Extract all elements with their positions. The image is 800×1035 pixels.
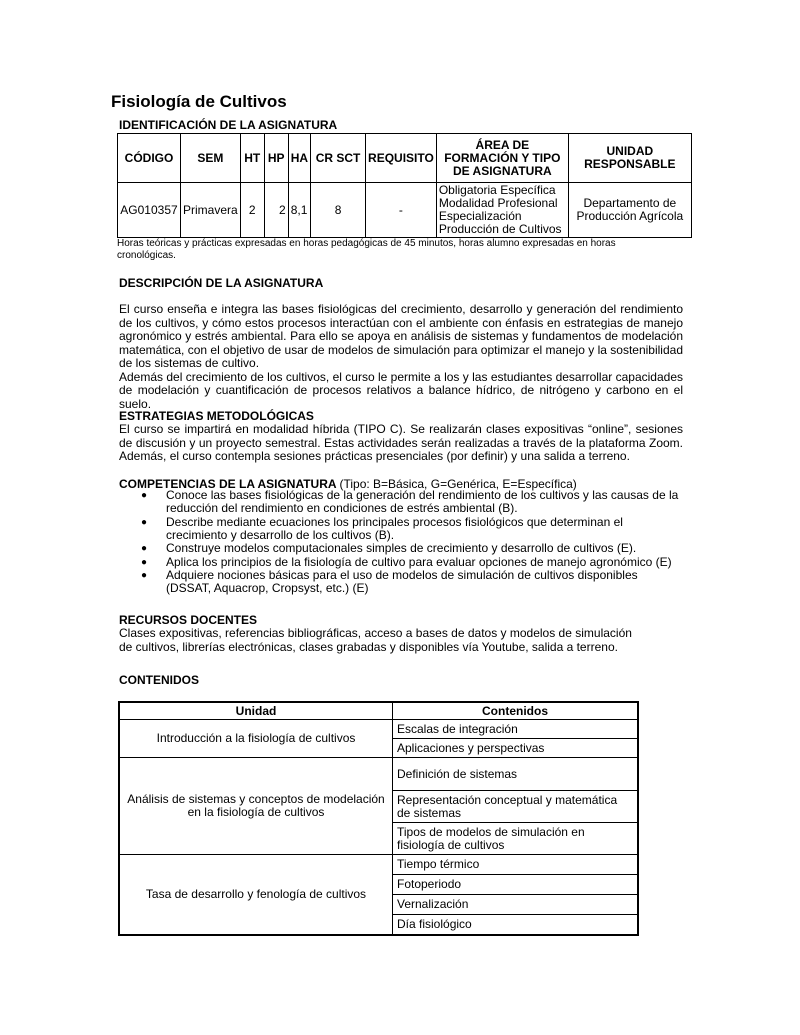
competencia-text: Describe mediante ecuaciones los principales procesos fisiológicos que determinan el crecimiento y desarrollo de los cultivos (B). xyxy=(166,514,623,542)
description-paragraph: El curso enseña e integra las bases fisiológicas del crecimiento, desarrollo y generación del rendimiento de los cultivos, y cómo estos procesos interactúan con el ambiente con énfasis en estrategias de manejo agronómico y estrés ambiental. Para ello se apoya en análisis de sistemas y fundamentos de modelación matemática, con el objetivo de usar de modelos de simulación para optimizar el manejo y la sostenibilidad de los sistemas de cultivo. xyxy=(119,302,683,370)
section-heading-recursos: RECURSOS DOCENTES xyxy=(119,613,258,627)
unit-cell: Introducción a la fisiología de cultivos xyxy=(119,720,393,758)
col-contenidos: Contenidos xyxy=(393,702,639,720)
identification-table xyxy=(117,133,692,238)
bullet-icon: ● xyxy=(141,490,148,501)
contents-table xyxy=(118,701,639,936)
resources-paragraph: Clases expositivas, referencias bibliográficas, acceso a bases de datos y modelos de simulación de cultivos, librerías electrónicas, clases grabadas y disponibles vía Youtube, salida a terreno. xyxy=(119,626,632,654)
description-paragraph: Además del crecimiento de los cultivos, el curso le permite a los y las estudiantes desarrollar capacidades de modelación y cuantificación de procesos relativos a balance hídrico, de nitrógeno y carbono en el suelo. xyxy=(119,369,683,411)
bullet-icon: ● xyxy=(141,570,148,581)
unit-cell: Tasa de desarrollo y fenología de cultivos xyxy=(119,855,393,936)
identification-header-row xyxy=(118,134,692,183)
cell-requisito: - xyxy=(366,183,437,238)
identification-data-row xyxy=(118,183,692,238)
cell-unidad xyxy=(568,183,691,238)
competencia-text: Adquiere nociones básicas para el uso de modelos de simulación de cultivos disponibles (DSSAT, Aquacrop, Cropsyst, etc.) (E) xyxy=(166,568,638,595)
cell-area xyxy=(436,183,568,238)
description-text xyxy=(119,303,683,411)
content-item: Escalas de integración xyxy=(393,720,639,739)
list-item xyxy=(119,556,685,569)
content-item: Tipos de modelos de simulación en fisiología de cultivos xyxy=(393,823,639,855)
col-sem: SEM xyxy=(181,134,241,183)
hours-note: Horas teóricas y prácticas expresadas en horas pedagógicas de 45 minutos, horas alumno expresadas en horas cronológicas. xyxy=(117,238,616,261)
col-requisito: REQUISITO xyxy=(366,134,437,183)
competencia-text: Aplica los principios de la fisiología de cultivo para evaluar opciones de manejo agronómico (E) xyxy=(166,554,672,569)
resources-text xyxy=(119,627,639,654)
list-item xyxy=(119,516,685,542)
area-line: Obligatoria Específica xyxy=(438,183,556,197)
bullet-icon: ● xyxy=(141,543,148,554)
col-ht: HT xyxy=(240,134,264,183)
strategies-text xyxy=(119,423,683,464)
section-heading-contenidos: CONTENIDOS xyxy=(119,673,200,687)
unit-cell: Análisis de sistemas y conceptos de modelación en la fisiología de cultivos xyxy=(119,758,393,855)
competencias-type-note: (Tipo: B=Básica, G=Genérica, E=Específica) xyxy=(339,477,577,491)
table-row xyxy=(119,720,638,739)
col-area: ÁREA DE FORMACIÓN Y TIPO DE ASIGNATURA xyxy=(436,134,568,183)
content-item: Tiempo térmico xyxy=(393,855,639,875)
cell-hp: 2 xyxy=(264,183,288,238)
col-unidad: UNIDAD RESPONSABLE xyxy=(568,134,691,183)
area-line: Especialización xyxy=(438,209,522,223)
section-heading-estrategias: ESTRATEGIAS METODOLÓGICAS xyxy=(119,409,314,423)
col-hp: HP xyxy=(264,134,288,183)
section-heading-identificacion: IDENTIFICACIÓN DE LA ASIGNATURA xyxy=(119,118,338,132)
contents-header-row xyxy=(119,702,638,720)
section-heading-descripcion: DESCRIPCIÓN DE LA ASIGNATURA xyxy=(119,276,324,290)
content-item: Vernalización xyxy=(393,895,639,915)
content-item: Fotoperiodo xyxy=(393,875,639,895)
competencia-text: Construye modelos computacionales simples de crecimiento y desarrollo de cultivos (E). xyxy=(166,541,637,555)
content-item: Día fisiológico xyxy=(393,915,639,936)
cell-ht: 2 xyxy=(240,183,264,238)
col-cr-sct: CR SCT xyxy=(311,134,366,183)
unidad-line: Departamento de xyxy=(583,196,677,210)
col-unidad: Unidad xyxy=(119,702,393,720)
content-item: Representación conceptual y matemática de sistemas xyxy=(393,791,639,823)
competencias-title: COMPETENCIAS DE LA ASIGNATURA xyxy=(119,477,337,491)
col-codigo: CÓDIGO xyxy=(118,134,181,183)
table-row xyxy=(119,758,638,791)
content-item: Aplicaciones y perspectivas xyxy=(393,739,639,758)
bullet-icon: ● xyxy=(141,556,148,568)
list-item xyxy=(119,489,685,515)
content-item: Definición de sistemas xyxy=(393,758,639,791)
unidad-line: Producción Agrícola xyxy=(576,209,684,223)
area-line: Producción de Cultivos xyxy=(438,222,562,236)
cell-sem: Primavera xyxy=(181,183,241,238)
page-title: Fisiología de Cultivos xyxy=(111,92,287,111)
bullet-icon: ● xyxy=(141,516,148,528)
cell-ha: 8,1 xyxy=(288,183,310,238)
area-line: Modalidad Profesional xyxy=(438,196,558,210)
list-item xyxy=(119,569,685,595)
strategies-paragraph: El curso se impartirá en modalidad híbrida (TIPO C). Se realizarán clases expositivas “online”, sesiones de discusión y un proyecto semestral. Estas actividades serán realizadas a través de la plataforma Zoom. Además, el curso contempla sesiones prácticas presenciales (por definir) y una salida a terreno. xyxy=(119,422,683,463)
table-row xyxy=(119,855,638,875)
cell-cr-sct: 8 xyxy=(311,183,366,238)
competencia-text: Conoce las bases fisiológicas de la generación del rendimiento de los cultivos y las causas de la reducción del rendimiento en condiciones de estrés ambiental (B). xyxy=(166,488,679,515)
col-ha: HA xyxy=(288,134,310,183)
competencias-list xyxy=(119,489,685,596)
cell-codigo: AG010357 xyxy=(118,183,181,238)
list-item xyxy=(119,542,685,555)
